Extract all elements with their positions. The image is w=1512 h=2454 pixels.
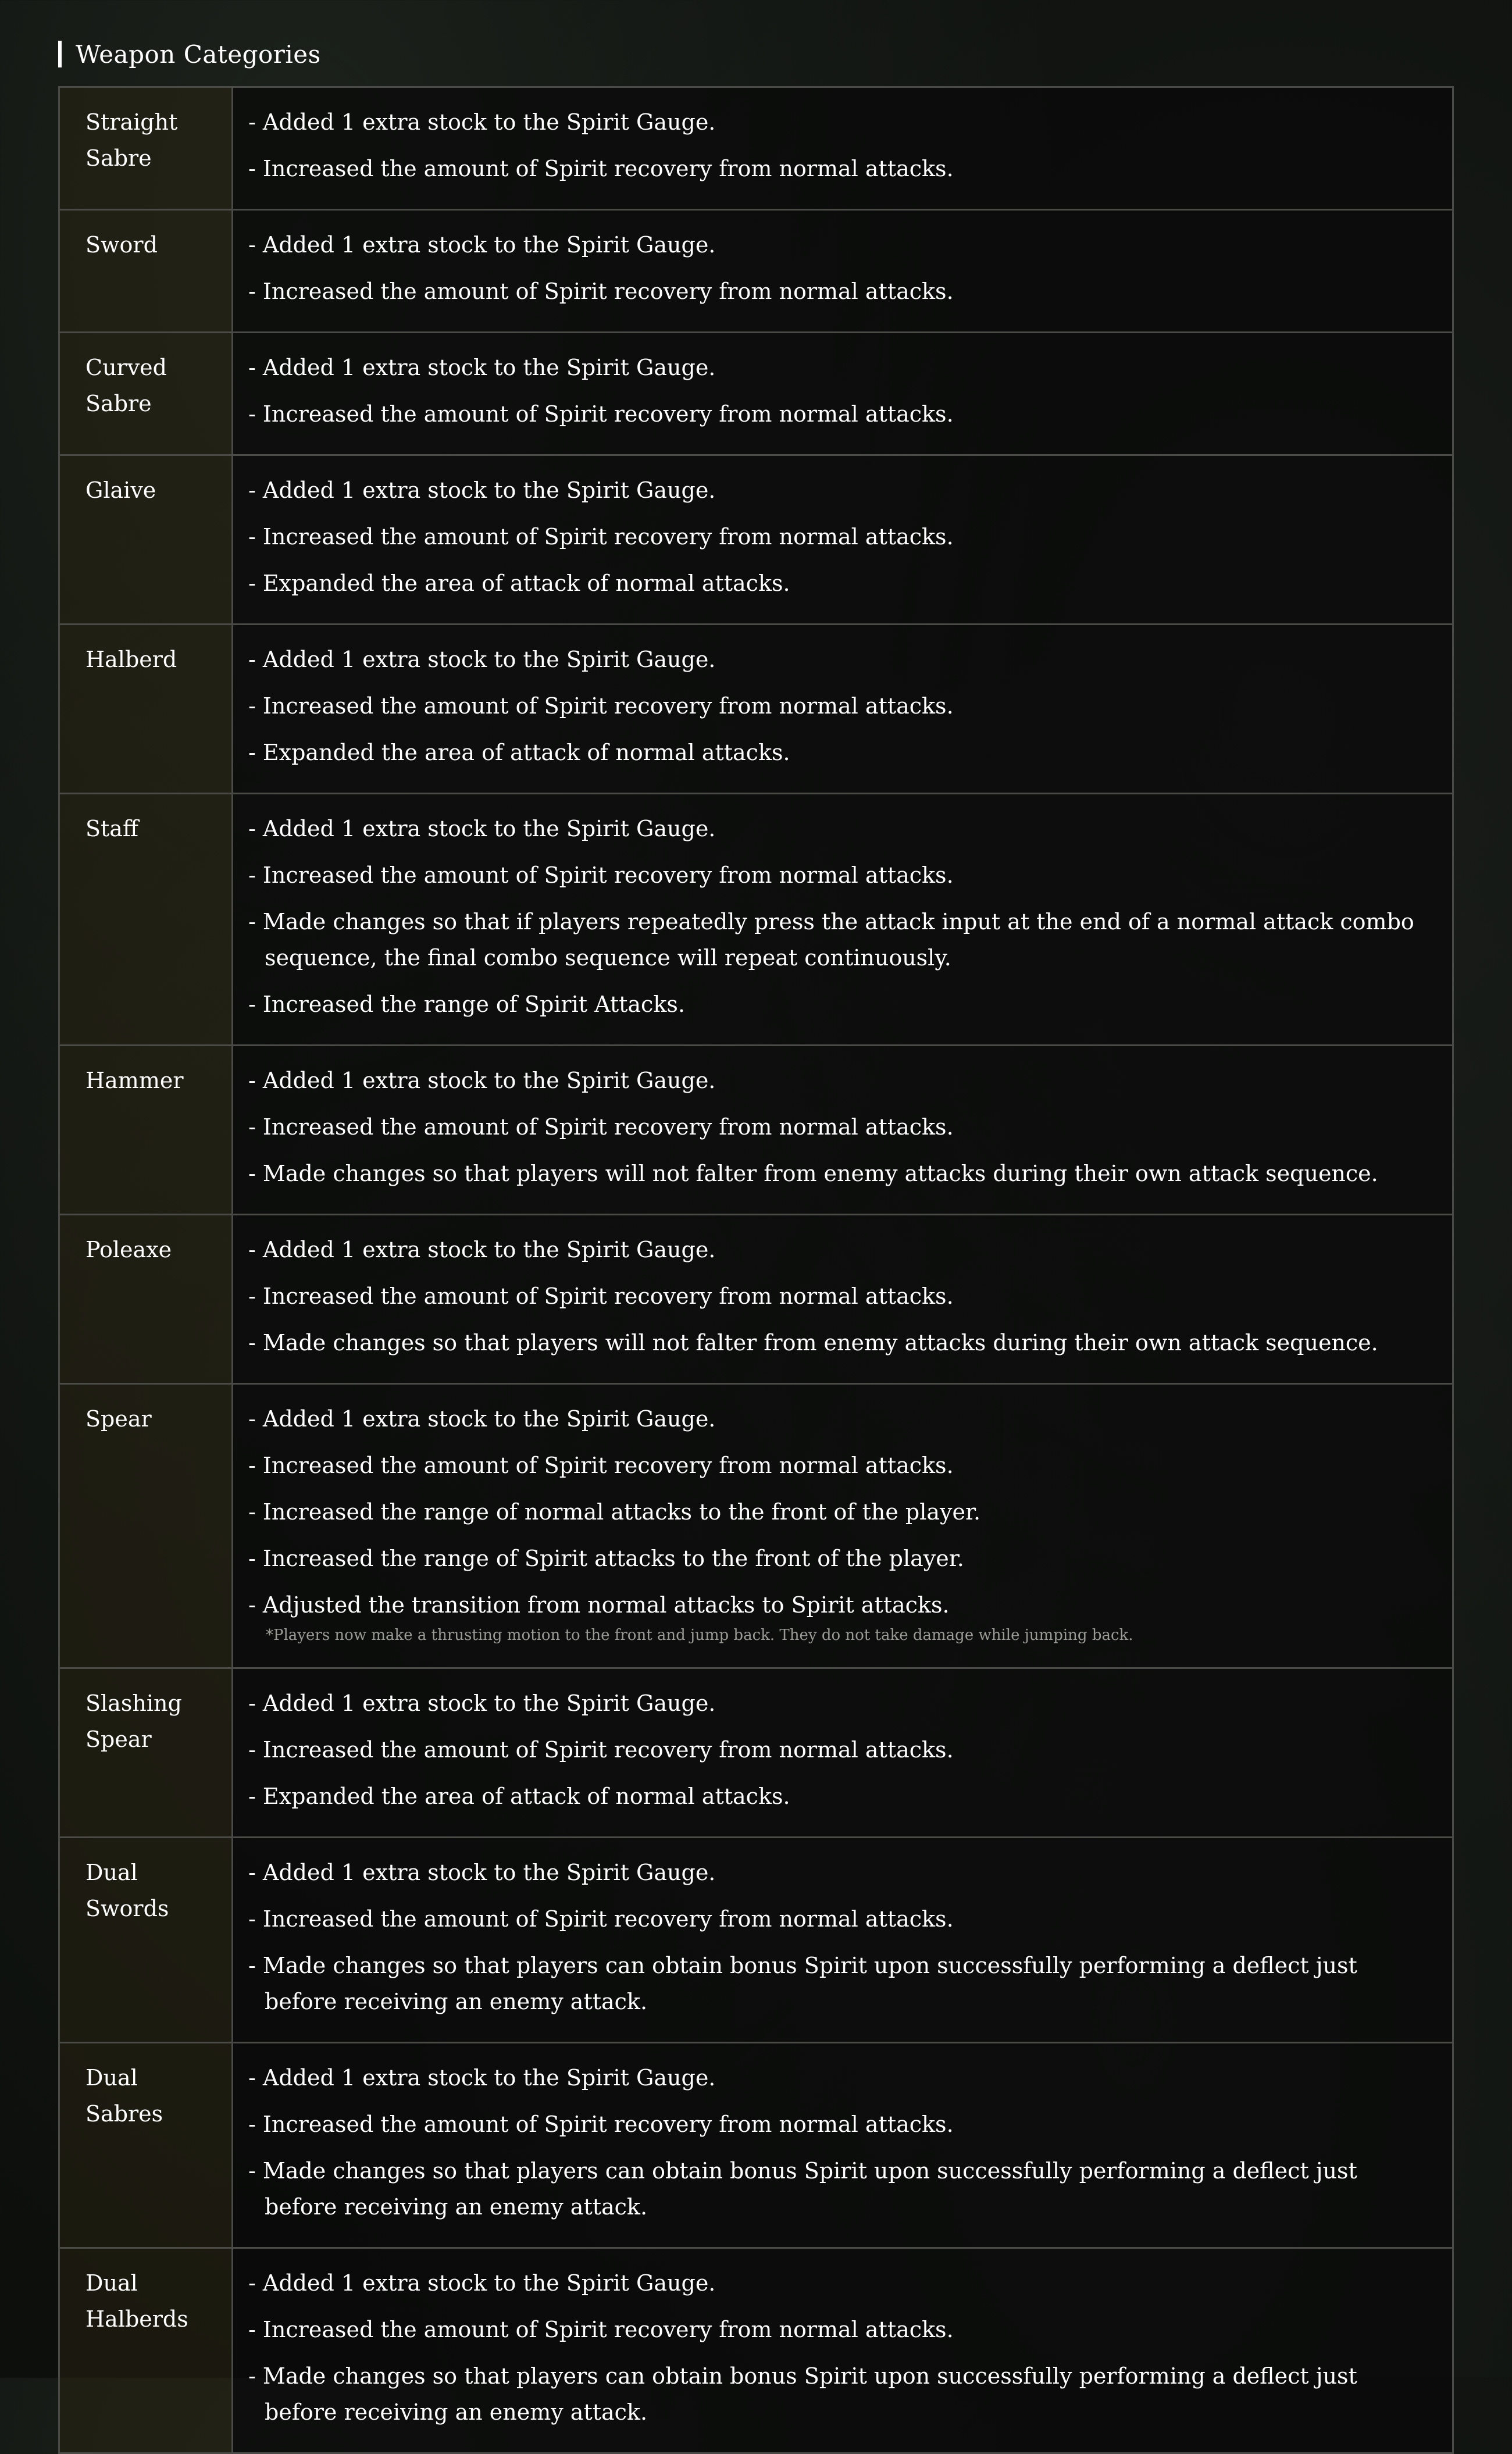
change-list [233,794,1452,1044]
change-item: - Increased the amount of Spirit recovery from normal attacks. [248,1906,954,1932]
table-row [60,88,1452,209]
change-item: - Added 1 extra stock to the Spirit Gauge. [248,1860,716,1885]
change-item: - Adjusted the transition from normal attacks to Spirit attacks. [248,1592,950,1618]
change-item: - Added 1 extra stock to the Spirit Gauge. [248,2065,716,2091]
change-item: - Made changes so that players will not falter from enemy attacks during their own attack sequence. [248,1161,1378,1186]
change-item: - Added 1 extra stock to the Spirit Gauge. [248,1690,716,1716]
change-item: - Made changes so that players can obtain bonus Spirit upon successfully performing a deflect just before receiving an enemy attack. [248,1953,1357,2014]
weapon-category-name: Dual Sabres [60,2043,233,2247]
change-item: - Increased the amount of Spirit recovery from normal attacks. [248,2111,954,2137]
change-item: - Increased the range of normal attacks to the front of the player. [248,1499,981,1525]
change-item: - Increased the amount of Spirit recovery from normal attacks. [248,1114,954,1140]
table-row [60,1214,1452,1383]
change-item: - Increased the amount of Spirit recovery from normal attacks. [248,1737,954,1763]
change-item: - Added 1 extra stock to the Spirit Gauge. [248,109,716,135]
change-item: - Added 1 extra stock to the Spirit Gauge. [248,477,716,503]
change-item: - Increased the amount of Spirit recovery from normal attacks. [248,862,954,888]
change-item: - Added 1 extra stock to the Spirit Gauge. [248,816,716,841]
change-item: - Increased the amount of Spirit recovery from normal attacks. [248,693,954,719]
change-item: - Added 1 extra stock to the Spirit Gauge. [248,1237,716,1262]
change-list [233,1215,1452,1383]
change-item: - Added 1 extra stock to the Spirit Gauge. [248,1068,716,1093]
table-row [60,331,1452,454]
weapon-category-name: Dual Swords [60,1838,233,2042]
table-row [60,2247,1452,2452]
table-row [60,454,1452,623]
change-list [233,456,1452,623]
change-list [233,2249,1452,2452]
table-row [60,623,1452,793]
table-row [60,209,1452,331]
change-list [233,1046,1452,1214]
table-row [60,1667,1452,1836]
change-item: - Made changes so that players can obtain bonus Spirit upon successfully performing a deflect just before receiving an enemy attack. [248,2363,1357,2425]
change-item: - Made changes so that players will not falter from enemy attacks during their own attack sequence. [248,1330,1378,1356]
change-item: - Increased the amount of Spirit recovery from normal attacks. [248,156,954,181]
change-item: - Increased the range of Spirit Attacks. [248,991,685,1017]
change-list [233,88,1452,209]
table-row [60,1836,1452,2042]
table-row [60,793,1452,1044]
change-item: - Added 1 extra stock to the Spirit Gauge. [248,2270,716,2296]
change-list [233,1838,1452,2042]
table-row [60,1383,1452,1667]
weapon-category-name: Spear [60,1385,233,1667]
change-item: - Increased the amount of Spirit recovery from normal attacks. [248,1453,954,1478]
weapon-category-name: Hammer [60,1046,233,1214]
weapon-category-name: Glaive [60,456,233,623]
change-item: - Increased the amount of Spirit recovery from normal attacks. [248,279,954,304]
weapon-category-name: Staff [60,794,233,1044]
weapon-category-name: Curved Sabre [60,333,233,454]
change-list [233,625,1452,793]
weapon-category-name: Straight Sabre [60,88,233,209]
change-list [233,211,1452,331]
change-footnote: *Players now make a thrusting motion to the front and jump back. They do not take damage while jumping back. [266,1627,1133,1644]
change-item: - Increased the range of Spirit attacks to the front of the player. [248,1546,964,1571]
change-item: - Increased the amount of Spirit recovery from normal attacks. [248,2317,954,2342]
change-item: - Added 1 extra stock to the Spirit Gauge. [248,647,716,672]
change-item: - Added 1 extra stock to the Spirit Gauge. [248,1406,716,1432]
section-title: Weapon Categories [76,40,321,69]
change-item: - Added 1 extra stock to the Spirit Gauge. [248,232,716,258]
change-item: - Expanded the area of attack of normal attacks. [248,1784,790,1809]
change-list [233,1669,1452,1836]
weapon-category-name: Poleaxe [60,1215,233,1383]
weapon-category-name: Halberd [60,625,233,793]
change-item: - Expanded the area of attack of normal attacks. [248,570,790,596]
change-item: - Increased the amount of Spirit recovery from normal attacks. [248,1283,954,1309]
change-list [233,2043,1452,2247]
change-list [233,333,1452,454]
change-item: - Increased the amount of Spirit recovery from normal attacks. [248,401,954,427]
change-item: - Added 1 extra stock to the Spirit Gauge. [248,355,716,380]
change-list [233,1385,1452,1667]
weapon-category-name: Dual Halberds [60,2249,233,2452]
section-header [58,40,321,69]
section-title-bar [58,41,62,67]
change-item: - Increased the amount of Spirit recovery from normal attacks. [248,524,954,550]
table-row [60,2042,1452,2247]
weapon-category-name: Slashing Spear [60,1669,233,1836]
change-item: - Made changes so that if players repeatedly press the attack input at the end of a normal attack combo sequence, the final combo sequence will repeat continuously. [248,909,1414,971]
change-item: - Expanded the area of attack of normal attacks. [248,740,790,765]
table-row [60,1044,1452,1214]
weapon-categories-table [58,86,1454,2454]
change-item: - Made changes so that players can obtain bonus Spirit upon successfully performing a deflect just before receiving an enemy attack. [248,2158,1357,2220]
weapon-category-name: Sword [60,211,233,331]
